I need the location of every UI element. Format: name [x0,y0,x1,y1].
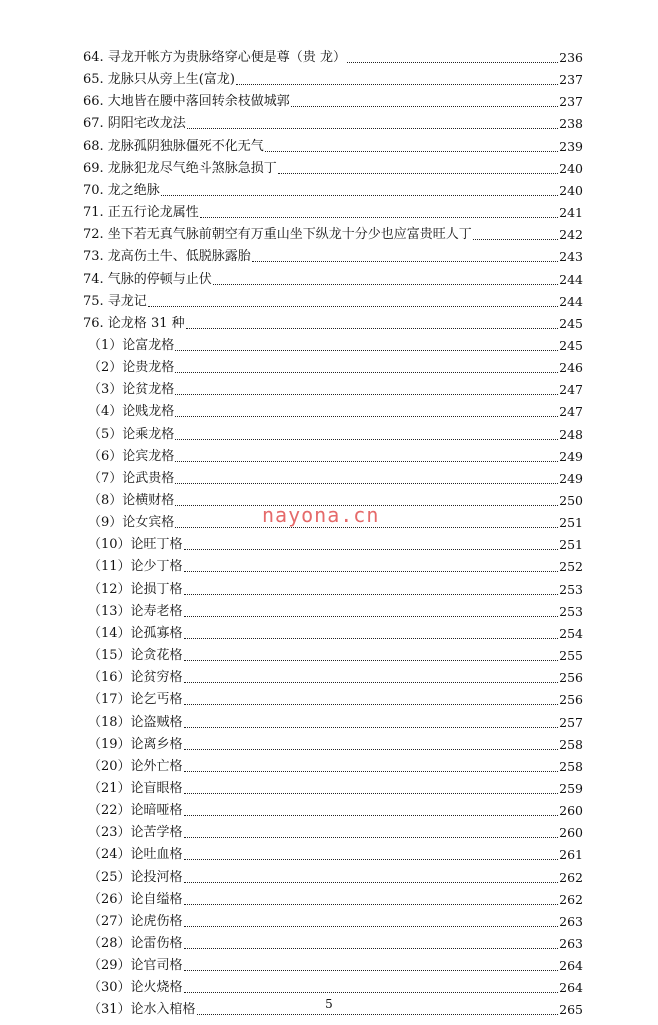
toc-entry-page: 255 [559,648,583,664]
dot-leader [184,704,559,705]
dot-leader [187,128,558,129]
toc-subentry [88,753,583,774]
toc-entry-title: 70. 龙之绝脉 [83,182,160,198]
toc-subentry [88,930,583,951]
toc-entry-page: 263 [559,913,583,929]
dot-leader [236,84,558,85]
toc-entry-page: 261 [559,847,583,863]
toc-entry-page: 240 [559,160,583,176]
toc-entry-title: （17）论乞丐格 [88,692,183,708]
dot-leader [175,394,558,395]
toc-entry-page: 247 [559,404,583,420]
dot-leader [175,372,558,373]
toc-entry-page: 245 [559,337,583,353]
toc-entry-title: （14）论孤寡格 [88,625,183,641]
toc-entry-title: 76. 论龙格 31 种 [83,315,185,331]
dot-leader [184,904,559,905]
toc-entry-page: 258 [559,736,583,752]
toc-subentry [88,908,583,929]
toc-subentry [88,686,583,707]
toc-entry-page: 244 [559,271,583,287]
toc-entry-page: 246 [559,360,583,376]
toc-subentry [88,576,583,597]
toc-entry-title: （16）论贫穷格 [88,670,183,686]
toc-entry-title: （3）论贫龙格 [88,382,175,398]
toc-entry-page: 264 [559,958,583,974]
toc-entry-title: （18）论盗贼格 [88,714,183,730]
toc-entry-title: （4）论贱龙格 [88,404,175,420]
dot-leader [473,239,558,240]
toc-subentry [88,553,583,574]
dot-leader [184,793,559,794]
toc-entry-title: （9）论女宾格 [88,515,175,531]
toc-entry-title: （24）论吐血格 [88,847,183,863]
toc-entry-title: （25）论投河格 [88,869,183,885]
dot-leader [175,416,558,417]
toc-entry [83,133,583,154]
toc-subentry [88,886,583,907]
toc-entry-page: 258 [559,758,583,774]
dot-leader [175,527,558,528]
toc-entry-title: （31）论水入棺格 [88,1002,196,1018]
toc-entry-title: （12）论损丁格 [88,581,183,597]
toc-entry [83,88,583,109]
toc-entry-title: （26）论自缢格 [88,891,183,907]
toc-entry-title: （29）论官司格 [88,958,183,974]
dot-leader [184,616,559,617]
toc-entry-title: （22）论暗哑格 [88,803,183,819]
toc-entry-page: 263 [559,936,583,951]
toc-entry [83,288,583,309]
toc-entry-page: 247 [559,382,583,398]
dot-leader [184,815,559,816]
dot-leader [161,195,558,196]
toc-subentry [88,398,583,419]
toc-subentry [88,354,583,375]
toc-entry-title: （13）论寿老格 [88,603,183,619]
toc-entry [83,66,583,87]
toc-entry [83,155,583,176]
dot-leader [197,1014,559,1015]
toc-entry-page: 259 [559,780,583,796]
watermark: nayona.cn [262,503,380,527]
toc-entry-page: 239 [559,138,583,154]
toc-entry [83,266,583,287]
dot-leader [278,173,558,174]
toc-entry-title: （11）论少丁格 [88,559,183,575]
dot-leader [184,859,559,860]
toc-subentry [88,974,583,995]
toc-entry-page: 244 [559,293,583,309]
toc-entry-page: 253 [559,603,583,619]
dot-leader [148,306,558,307]
toc-entry-title: （21）论盲眼格 [88,780,183,796]
toc-entry-title: 71. 正五行论龙属性 [83,205,199,221]
toc-entry [83,177,583,198]
toc-subentry [88,443,583,464]
toc-entry-page: 260 [559,825,583,841]
toc-entry-page: 240 [559,182,583,198]
toc-subentry [88,864,583,885]
toc-subentry [88,421,583,442]
dot-leader [184,749,559,750]
toc-entry-title: （20）论外亡格 [88,758,183,774]
toc-entry-title: （15）论贪花格 [88,648,183,664]
toc-entry-page: 250 [559,493,583,508]
dot-leader [213,284,558,285]
toc-subentry [88,465,583,486]
toc-entry-page: 253 [559,581,583,597]
toc-entry-page: 251 [559,537,583,553]
toc-entry-title: 64. 寻龙开帐方为贵脉络穿心便是尊（贵 龙） [83,50,346,65]
toc-entry-title: （27）论虎伤格 [88,913,183,929]
toc-subentry [88,642,583,663]
toc-subentry [88,598,583,619]
dot-leader [184,771,559,772]
toc-entry-page: 248 [559,426,583,442]
toc-subentry [88,841,583,862]
toc-entry-page: 262 [559,869,583,885]
toc-entry-title: （1）论富龙格 [88,337,175,353]
toc-entry-title: （10）论旺丁格 [88,537,183,553]
toc-subentry [88,952,583,973]
toc-entry-title: 66. 大地皆在腰中落回转余枝做城郭 [83,94,290,110]
toc-entry-page: 249 [559,448,583,464]
toc-subentry [88,819,583,840]
dot-leader [175,483,558,484]
dot-leader [347,62,558,63]
toc-entry-page: 257 [559,714,583,730]
toc-entry-page: 245 [559,315,583,331]
toc-subentry [88,709,583,730]
toc-subentry [88,731,583,752]
dot-leader [184,926,559,927]
toc-entry [83,310,583,331]
dot-leader [184,571,559,572]
dot-leader [291,106,558,107]
dot-leader [175,350,558,351]
dot-leader [265,151,558,152]
toc-entry-page: 260 [559,803,583,819]
toc-entry [83,199,583,220]
dot-leader [186,328,559,329]
dot-leader [184,992,559,993]
dot-leader [184,660,559,661]
toc-entry-title: （23）论苦学格 [88,825,183,841]
toc-entry-page: 254 [559,625,583,641]
toc-entry-page: 237 [559,94,583,110]
toc-subentry [88,332,583,353]
toc-entry-title: （5）论乘龙格 [88,426,175,442]
toc-entry-page: 236 [559,50,583,65]
dot-leader [184,549,559,550]
dot-leader [184,727,559,728]
toc-subentry [88,376,583,397]
toc-entry-title: （30）论火烧格 [88,980,183,996]
dot-leader [184,594,559,595]
toc-entry [83,221,583,242]
dot-leader [252,261,558,262]
toc-entry-title: 68. 龙脉孤阴独脉僵死不化无气 [83,138,264,154]
toc-subentry [88,620,583,641]
toc-entry-title: （2）论贵龙格 [88,360,175,376]
toc-entry-page: 238 [559,116,583,132]
toc-subentry [88,531,583,552]
dot-leader [200,217,558,218]
dot-leader [184,638,559,639]
toc-entry-page: 241 [559,205,583,221]
toc-subentry [88,775,583,796]
toc-entry-title: 65. 龙脉只从旁上生(富龙) [83,72,235,88]
toc-entry-page: 256 [559,670,583,686]
toc-entry-page: 251 [559,515,583,531]
toc-entry-page: 243 [559,249,583,265]
dot-leader [184,970,559,971]
toc-entry-title: （19）论离乡格 [88,736,183,752]
toc-entry-title: 73. 龙高伤土牛、低脱脉露胎 [83,249,251,265]
dot-leader [184,882,559,883]
toc-subentry [88,797,583,818]
dot-leader [175,439,558,440]
toc-subentry [88,664,583,685]
toc-entry-page: 264 [559,980,583,996]
toc-entry [83,243,583,264]
dot-leader [175,461,558,462]
toc-entry-title: 75. 寻龙记 [83,293,147,309]
toc-entry-page: 262 [559,891,583,907]
toc-entry [83,110,583,131]
toc-entry-title: 69. 龙脉犯龙尽气绝斗煞脉急损丁 [83,160,277,176]
toc-entry-page: 256 [559,692,583,708]
toc-entry-title: （8）论横财格 [88,493,175,508]
toc-entry-title: （6）论宾龙格 [88,448,175,464]
toc-entry-page: 237 [559,72,583,88]
toc-entry-page: 249 [559,470,583,486]
dot-leader [184,682,559,683]
toc-entry-page: 242 [559,227,583,243]
toc-entry-title: （7）论武贵格 [88,470,175,486]
toc-entry-title: 74. 气脉的停顿与止伏 [83,271,212,287]
dot-leader [184,837,559,838]
toc-entry-title: 72. 坐下若无真气脉前朝空有万重山坐下纵龙十分少也应富贵旺人丁 [83,227,472,243]
toc-entry-title: （28）论雷伤格 [88,936,183,951]
toc-entry-page: 265 [559,1002,583,1018]
toc-entry-title: 67. 阴阳宅改龙法 [83,116,186,132]
toc-entry-page: 252 [559,559,583,575]
dot-leader [184,948,559,949]
toc-entry [83,44,583,65]
page-number: 5 [325,997,333,1011]
